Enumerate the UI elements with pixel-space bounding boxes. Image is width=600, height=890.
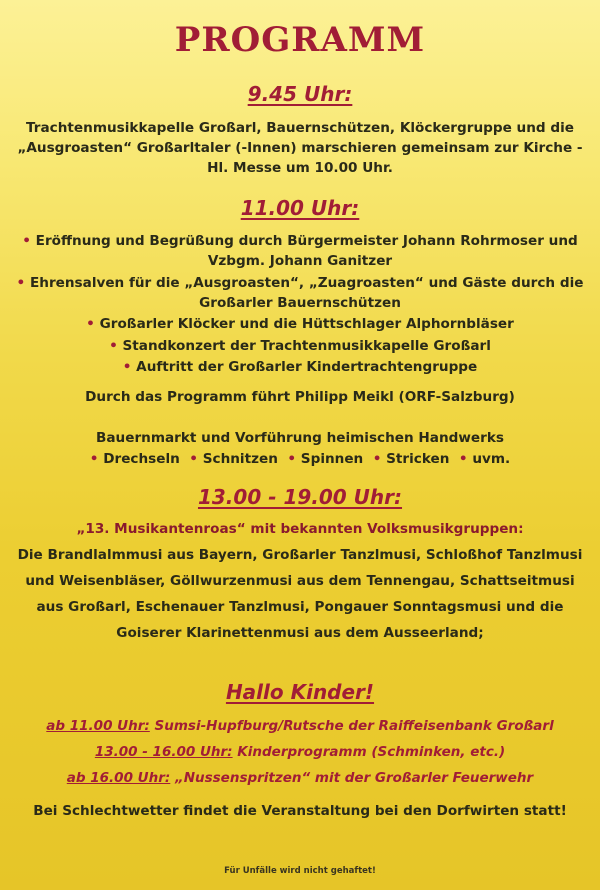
kids-item: ab 11.00 Uhr: Sumsi-Hupfburg/Rutsche der Raiffeisenbank Großarl bbox=[46, 718, 554, 734]
text-line: Die Brandlalmmusi aus Bayern, Großarler Tanzlmusi, Schloßhof Tanzlmusi bbox=[17, 547, 583, 563]
text-line: Trachtenmusikkapelle Großarl, Bauernschützen, Klöckergruppe und die bbox=[26, 120, 574, 136]
list-item: • Auftritt der Großarler Kindertrachtengruppe bbox=[122, 359, 478, 375]
time-heading-1300-1900: 13.00 - 19.00 Uhr: bbox=[197, 485, 403, 509]
weather-note: Bei Schlechtwetter findet die Veranstaltung bei den Dorfwirten statt! bbox=[33, 803, 567, 819]
bullet-icon: • bbox=[189, 451, 198, 467]
text-line: aus Großarl, Eschenauer Tanzlmusi, Pongauer Sonntagsmusi und die bbox=[36, 599, 564, 615]
text-line: „Ausgroasten“ Großarltaler (-Innen) marschieren gemeinsam zur Kirche - bbox=[17, 140, 583, 156]
list-item: • Standkonzert der Trachtenmusikkapelle Großarl bbox=[109, 338, 491, 354]
text-line: Großarler Bauernschützen bbox=[199, 295, 401, 311]
list-item: • Großarler Klöcker und die Hüttschlager Alphornbläser bbox=[86, 316, 514, 332]
disclaimer: Für Unfälle wird nicht gehaftet! bbox=[224, 866, 376, 876]
time-heading-1100: 11.00 Uhr: bbox=[240, 196, 360, 220]
bullet-icon: • bbox=[287, 451, 297, 467]
bullet-icon: • bbox=[22, 233, 31, 249]
page-title: PROGRAMM bbox=[174, 20, 426, 60]
moderation-line: Durch das Programm führt Philipp Meikl (ORF-Salzburg) bbox=[85, 389, 515, 405]
section-subtitle: „13. Musikantenroas“ mit bekannten Volksmusikgruppen: bbox=[76, 521, 524, 537]
kids-heading: Hallo Kinder! bbox=[225, 680, 375, 704]
time-heading-0945: 9.45 Uhr: bbox=[247, 82, 353, 106]
bullet-icon: • bbox=[372, 451, 382, 467]
crafts-line: • Drechseln • Schnitzen • Spinnen • Stricken • uvm. bbox=[89, 451, 511, 467]
market-line: Bauernmarkt und Vorführung heimischen Handwerks bbox=[96, 430, 504, 446]
list-item: • Eröffnung und Begrüßung durch Bürgermeister Johann Rohrmoser und bbox=[22, 233, 578, 249]
text-line: und Weisenbläser, Göllwurzenmusi aus dem Tennengau, Schattseitmusi bbox=[25, 573, 575, 589]
bullet-icon: • bbox=[89, 451, 99, 467]
list-item: • Ehrensalven für die „Ausgroasten“, „Zuagroasten“ und Gäste durch die bbox=[16, 275, 584, 291]
bullet-icon: • bbox=[109, 338, 118, 354]
kids-item: ab 16.00 Uhr: „Nussenspritzen“ mit der Großarler Feuerwehr bbox=[66, 770, 534, 786]
text-line: Vzbgm. Johann Ganitzer bbox=[207, 253, 393, 269]
bullet-icon: • bbox=[122, 359, 132, 375]
kids-item: 13.00 - 16.00 Uhr: Kinderprogramm (Schminken, etc.) bbox=[94, 744, 506, 760]
text-line: Goiserer Klarinettenmusi aus dem Ausseerland; bbox=[116, 625, 484, 641]
text-line: Hl. Messe um 10.00 Uhr. bbox=[207, 160, 393, 176]
bullet-icon: • bbox=[16, 275, 26, 291]
bullet-icon: • bbox=[86, 316, 95, 332]
bullet-icon: • bbox=[458, 451, 468, 467]
